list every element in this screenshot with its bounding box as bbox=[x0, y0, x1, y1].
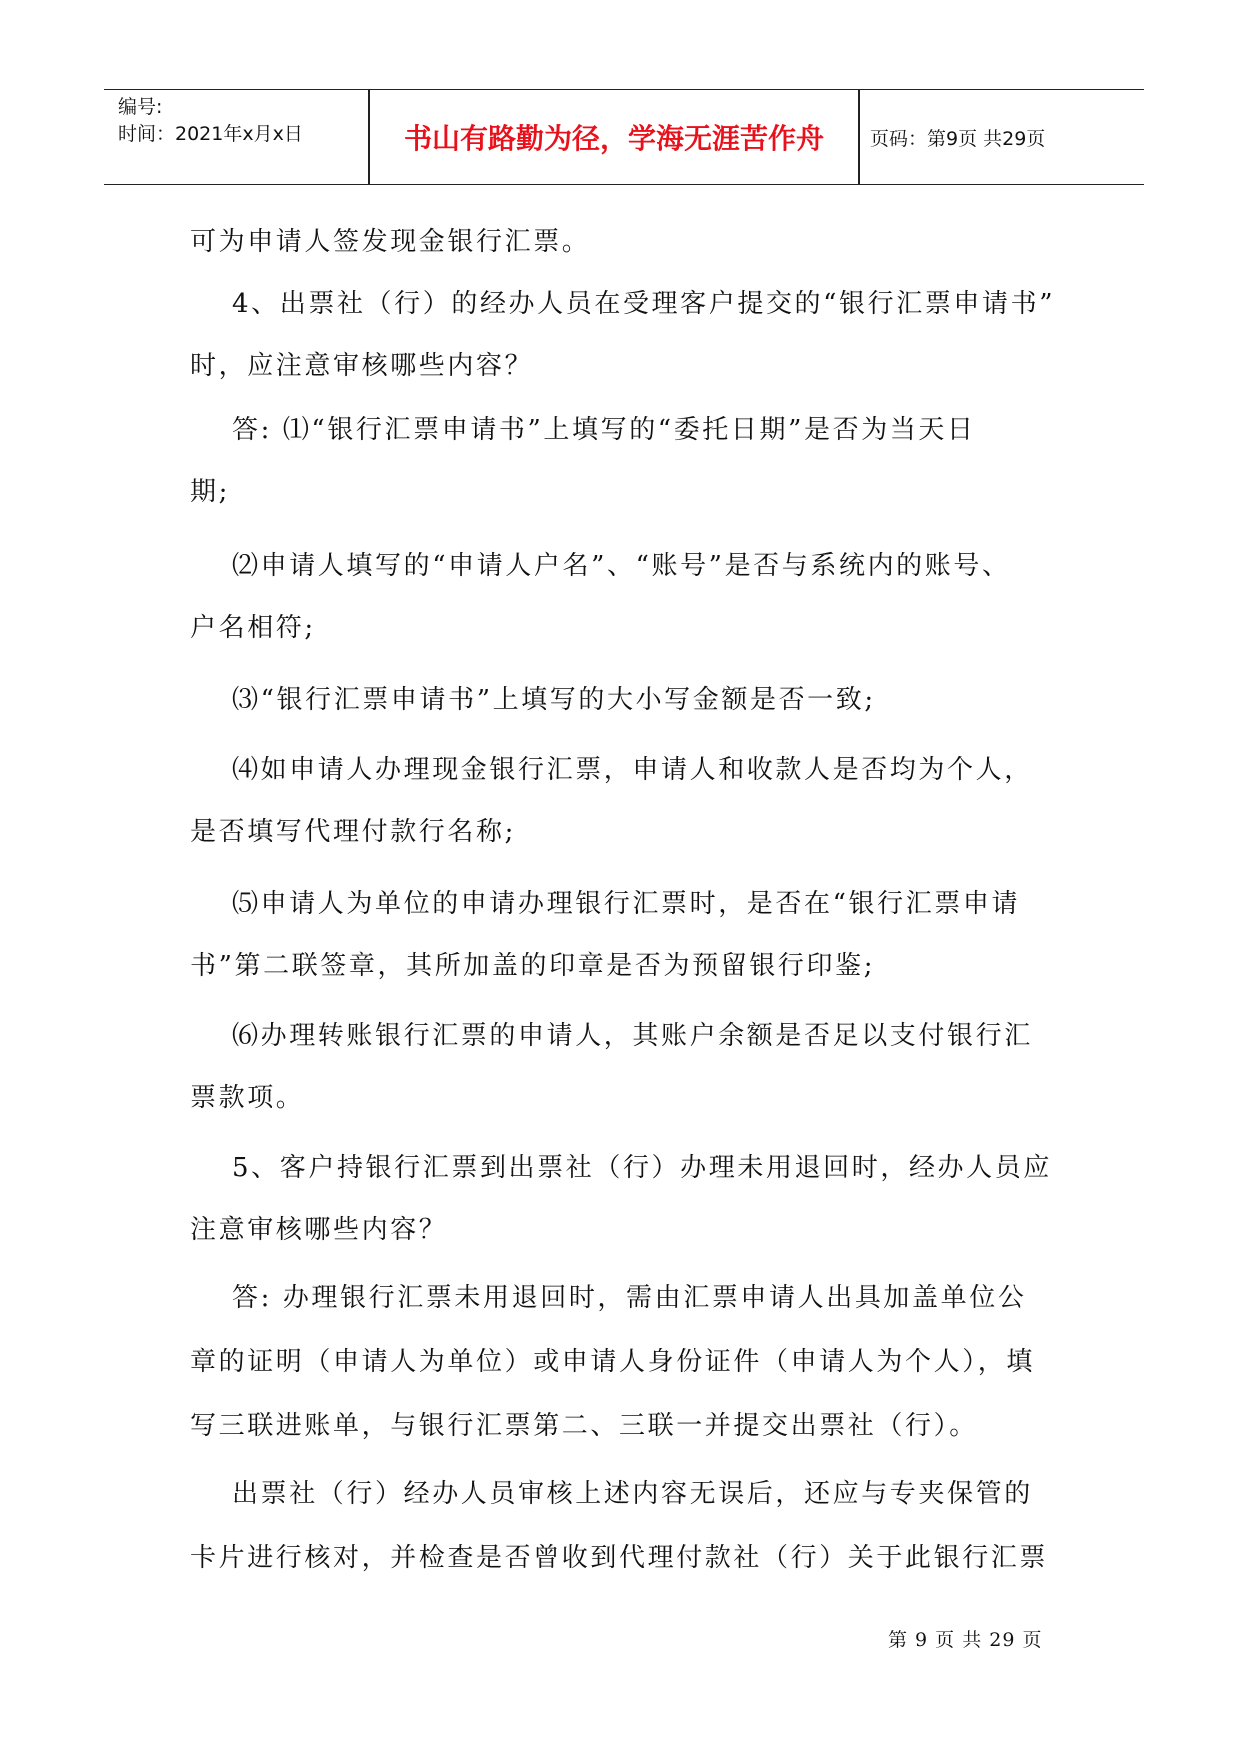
header-page-label: 页码：第9页 共29页 bbox=[870, 127, 1046, 150]
header-divider bbox=[858, 90, 860, 184]
text-line: 出票社（行）经办人员审核上述内容无误后，还应与专夹保管的 bbox=[232, 1479, 1033, 1509]
text-line: ⑷如申请人办理现金银行汇票，申请人和收款人是否均为个人， bbox=[232, 755, 1033, 785]
text-line: 是否填写代理付款行名称; bbox=[190, 817, 516, 847]
text-line: 时，应注意审核哪些内容？ bbox=[190, 351, 534, 381]
text-line: 4、出票社（行）的经办人员在受理客户提交的“银行汇票申请书” bbox=[232, 289, 1056, 319]
text-line: 答: ⑴“银行汇票申请书”上填写的“委托日期”是否为当天日 bbox=[232, 415, 976, 445]
text-line: ⑶“银行汇票申请书”上填写的大小写金额是否一致; bbox=[232, 685, 876, 715]
header-number-label: 编号: bbox=[118, 96, 163, 118]
header-time-label: 时间：2021年x月x日 bbox=[118, 123, 303, 145]
text-line: 章的证明（申请人为单位）或申请人身份证件（申请人为个人），填 bbox=[190, 1347, 1036, 1377]
text-line: 卡片进行核对，并检查是否曾收到代理付款社（行）关于此银行汇票 bbox=[190, 1543, 1049, 1573]
header-motto: 书山有路勤为径，学海无涯苦作舟 bbox=[403, 122, 824, 155]
text-line: ⑵申请人填写的“申请人户名”、“账号”是否与系统内的账号、 bbox=[232, 551, 1011, 581]
text-line: ⑹办理转账银行汇票的申请人，其账户余额是否足以支付银行汇 bbox=[232, 1021, 1033, 1051]
text-line: 注意审核哪些内容？ bbox=[190, 1215, 448, 1245]
text-line: 可为申请人签发现金银行汇票。 bbox=[190, 227, 591, 257]
page-footer: 第 9 页 共 29 页 bbox=[888, 1629, 1043, 1651]
text-line: 5、客户持银行汇票到出票社（行）办理未用退回时，经办人员应 bbox=[232, 1153, 1052, 1183]
header-meta bbox=[118, 94, 368, 148]
text-line: 书”第二联签章，其所加盖的印章是否为预留银行印鉴; bbox=[190, 951, 876, 981]
text-line: 期; bbox=[190, 477, 230, 507]
text-line: 户名相符; bbox=[190, 613, 316, 643]
text-line: 写三联进账单，与银行汇票第二、三联一并提交出票社（行）。 bbox=[190, 1411, 978, 1441]
text-line: 票款项。 bbox=[190, 1083, 305, 1113]
page-header bbox=[104, 89, 1144, 185]
text-line: ⑸申请人为单位的申请办理银行汇票时，是否在“银行汇票申请 bbox=[232, 889, 1021, 919]
text-line: 答: 办理银行汇票未用退回时，需由汇票申请人出具加盖单位公 bbox=[232, 1283, 1027, 1313]
